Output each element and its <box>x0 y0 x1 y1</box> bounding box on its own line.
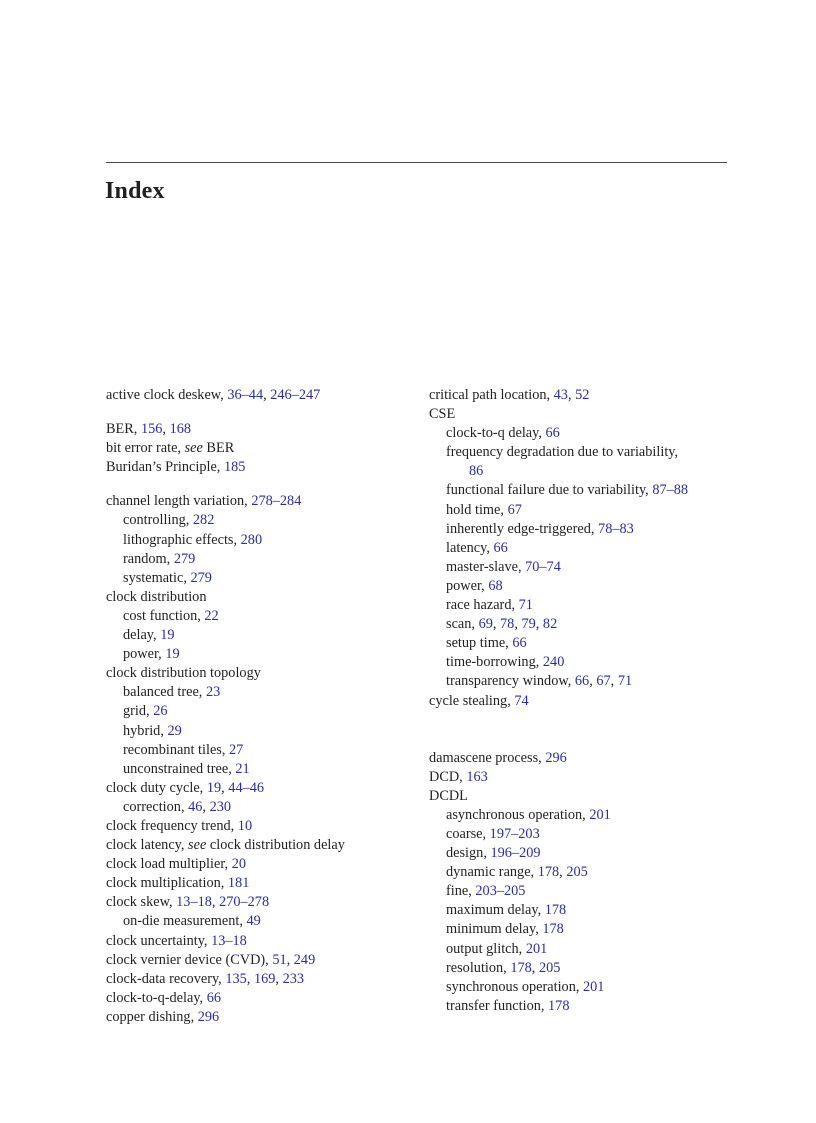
index-subentry: hold time, 67 <box>446 501 522 518</box>
index-subentry: recombinant tiles, 27 <box>123 741 244 758</box>
index-entry: critical path location, 43, 52 <box>429 387 590 403</box>
page-link[interactable]: 29 <box>167 722 182 739</box>
index-subentry: on-die measurement, 49 <box>123 913 261 930</box>
index-entry: clock vernier device (CVD), 51, 249 <box>106 951 316 968</box>
page-link[interactable]: 278–284 <box>251 493 302 510</box>
index-subentry: scan, 69, 78, 79, 82 <box>446 616 558 633</box>
page-link[interactable]: 13–18 <box>211 932 247 949</box>
page-link[interactable]: 22 <box>204 607 219 624</box>
page-link[interactable]: 13–18 <box>176 894 212 911</box>
index-subentry: inherently edge-triggered, 78–83 <box>446 520 634 537</box>
page-link[interactable]: 279 <box>173 550 196 567</box>
index-entry: BER, 156, 168 <box>106 421 192 438</box>
page-link[interactable]: 178 <box>544 902 567 919</box>
page-link[interactable]: 279 <box>190 569 212 586</box>
page-link[interactable]: 66 <box>493 539 508 556</box>
index-entry: bit error rate, see BER <box>106 440 235 457</box>
page-link[interactable]: 205 <box>566 864 588 881</box>
page-link[interactable]: 201 <box>525 940 548 957</box>
index-entry: channel length variation, 278–284 <box>106 493 302 510</box>
page-link[interactable]: 19 <box>165 646 180 663</box>
index-entry: copper dishing, 296 <box>106 1008 220 1025</box>
index-entry: clock multiplication, 181 <box>106 875 250 892</box>
index-subentry: dynamic range, 178, 205 <box>446 864 588 881</box>
index-subentry: time-borrowing, 240 <box>446 654 565 671</box>
page-link[interactable]: 178 <box>542 921 564 938</box>
index-column-left <box>106 386 406 1027</box>
page-link[interactable]: 178 <box>548 997 570 1014</box>
page-link[interactable]: 49 <box>246 913 261 930</box>
page-link[interactable]: 66 <box>545 425 560 442</box>
index-subentry: random, 279 <box>123 550 196 567</box>
index-entry: cycle stealing, 74 <box>429 692 529 709</box>
page-link[interactable]: 46 <box>188 798 203 815</box>
index-column-right <box>429 386 729 1016</box>
index-subentry: race hazard, 71 <box>446 597 533 614</box>
index-entry: Buridan’s Principle, 185 <box>106 459 246 476</box>
page-link[interactable]: 270–278 <box>219 894 270 911</box>
index-entry: damascene process, 296 <box>429 749 567 766</box>
index-subentry: synchronous operation, 201 <box>446 978 605 995</box>
page-link[interactable]: 43 <box>553 387 568 403</box>
page-link[interactable]: 86 <box>469 463 484 480</box>
group-gap <box>106 405 406 420</box>
index-continuation <box>429 462 729 481</box>
index-entry: clock-data recovery, 135, 169, 233 <box>106 970 305 987</box>
page-link[interactable]: 156 <box>140 421 163 438</box>
page-link[interactable]: 185 <box>223 459 246 476</box>
page-link[interactable]: 19 <box>160 627 175 644</box>
page-link[interactable]: 230 <box>209 798 232 815</box>
index-subentry: design, 196–209 <box>446 845 541 862</box>
page-link[interactable]: 181 <box>227 875 250 892</box>
page-link[interactable]: 296 <box>197 1008 220 1025</box>
index-entry: active clock deskew, 36–44, 246–247 <box>106 387 321 403</box>
page-link[interactable]: 10 <box>237 817 253 834</box>
index-subentry: systematic, 279 <box>123 569 212 586</box>
index-subentry: master-slave, 70–74 <box>446 558 561 575</box>
page-link[interactable]: 66 <box>512 635 527 652</box>
index-subentry: minimum delay, 178 <box>446 921 564 938</box>
page-link[interactable]: 51 <box>272 951 287 968</box>
group-gap <box>429 711 729 730</box>
page-link[interactable]: 205 <box>538 959 561 976</box>
index-entry: clock uncertainty, 13–18 <box>106 932 247 949</box>
index-subentry: balanced tree, 23 <box>123 684 221 701</box>
page-link[interactable]: 70–74 <box>525 558 561 575</box>
index-entry: clock latency, see clock distribution delay <box>106 837 345 854</box>
index-subentry: hybrid, 29 <box>123 722 182 739</box>
index-subentry: coarse, 197–203 <box>446 825 540 842</box>
index-subentry: delay, 19 <box>123 627 175 644</box>
index-entry: DCD, 163 <box>429 768 488 785</box>
index-subentry: power, 68 <box>446 577 503 594</box>
index-subentry: resolution, 178, 205 <box>446 959 561 976</box>
index-entry: clock duty cycle, 19, 44–46 <box>106 779 265 796</box>
page-link[interactable]: 44–46 <box>228 779 265 796</box>
index-subentry: output glitch, 201 <box>446 940 548 957</box>
page-link[interactable]: 169 <box>253 970 276 987</box>
page-link[interactable]: 163 <box>466 768 488 785</box>
group-gap <box>429 730 729 749</box>
index-subentry: fine, 203–205 <box>446 883 526 900</box>
index-subentry: transparency window, 66, 67, 71 <box>446 673 633 690</box>
page-link[interactable]: 66 <box>206 989 221 1006</box>
page-link[interactable]: 296 <box>545 749 567 766</box>
index-subentry: maximum delay, 178 <box>446 902 567 919</box>
page-title: Index <box>105 178 165 204</box>
header-rule <box>106 162 727 163</box>
index-entry: clock distribution topology <box>106 665 261 682</box>
page-link[interactable]: 71 <box>518 597 533 614</box>
page-link[interactable]: 233 <box>282 970 305 987</box>
page-link[interactable]: 67 <box>507 501 522 518</box>
index-entry: clock skew, 13–18, 270–278 <box>106 894 270 911</box>
index-subentry: correction, 46, 230 <box>123 798 232 815</box>
page-link[interactable]: 26 <box>153 703 168 720</box>
page-link[interactable]: 78–83 <box>598 520 634 537</box>
page-link[interactable]: 68 <box>488 577 503 594</box>
see-reference: see <box>184 440 203 457</box>
index-subentry: transfer function, 178 <box>446 997 570 1014</box>
index-subentry: unconstrained tree, 21 <box>123 760 250 777</box>
index-subentry: cost function, 22 <box>123 607 219 624</box>
index-subentry: latency, 66 <box>446 539 508 556</box>
page-link[interactable]: 67 <box>596 673 611 690</box>
page-link[interactable]: 74 <box>514 692 529 709</box>
page-link[interactable]: 21 <box>235 760 250 777</box>
page-link[interactable]: 282 <box>192 512 215 529</box>
page-link[interactable]: 246–247 <box>270 387 321 403</box>
page-link[interactable]: 203–205 <box>475 883 526 900</box>
page-link[interactable]: 280 <box>240 531 263 548</box>
page-link[interactable]: 201 <box>589 806 611 823</box>
page-link[interactable]: 66 <box>574 673 590 690</box>
index-entry: clock load multiplier, 20 <box>106 856 246 873</box>
page-link[interactable]: 27 <box>229 741 244 758</box>
page-link[interactable]: 20 <box>231 856 246 873</box>
index-entry: clock distribution <box>106 588 207 605</box>
page-link[interactable]: 240 <box>542 654 565 671</box>
index-subentry: asynchronous operation, 201 <box>446 806 611 823</box>
index-subentry: functional failure due to variability, 87–88 <box>446 482 689 499</box>
index-entry: DCDL <box>429 787 468 804</box>
page-link[interactable]: 196–209 <box>490 845 541 862</box>
page-link[interactable]: 19 <box>206 779 222 796</box>
page-link[interactable]: 36–44 <box>227 387 264 403</box>
see-reference: see <box>188 837 207 854</box>
page-link[interactable]: 23 <box>205 684 221 701</box>
index-entry: CSE <box>429 406 456 423</box>
page-link[interactable]: 78 <box>500 616 515 633</box>
page-link[interactable]: 87–88 <box>652 482 689 499</box>
page-link[interactable]: 197–203 <box>489 825 540 842</box>
page-link[interactable]: 178 <box>510 959 532 976</box>
page-link[interactable]: 168 <box>169 421 192 438</box>
page-link[interactable]: 201 <box>583 978 605 995</box>
page-link[interactable]: 249 <box>293 951 316 968</box>
page-link[interactable]: 52 <box>575 387 590 403</box>
page-link[interactable]: 71 <box>617 673 633 690</box>
index-subentry: lithographic effects, 280 <box>123 531 263 548</box>
index-subentry: power, 19 <box>123 646 180 663</box>
index-subentry: frequency degradation due to variability, <box>446 444 679 461</box>
index-entry: clock frequency trend, 10 <box>106 817 253 834</box>
page-link[interactable]: 178 <box>537 864 560 881</box>
index-subentry: controlling, 282 <box>123 512 215 529</box>
page-link[interactable]: 79 <box>521 616 536 633</box>
page-link[interactable]: 69 <box>478 616 493 633</box>
index-entry: clock-to-q-delay, 66 <box>106 989 221 1006</box>
index-subentry: grid, 26 <box>123 703 168 720</box>
group-gap <box>106 477 406 492</box>
index-subentry: setup time, 66 <box>446 635 527 652</box>
page-link[interactable]: 82 <box>542 616 558 633</box>
page-link[interactable]: 135 <box>225 970 247 987</box>
index-subentry: clock-to-q delay, 66 <box>446 425 560 442</box>
